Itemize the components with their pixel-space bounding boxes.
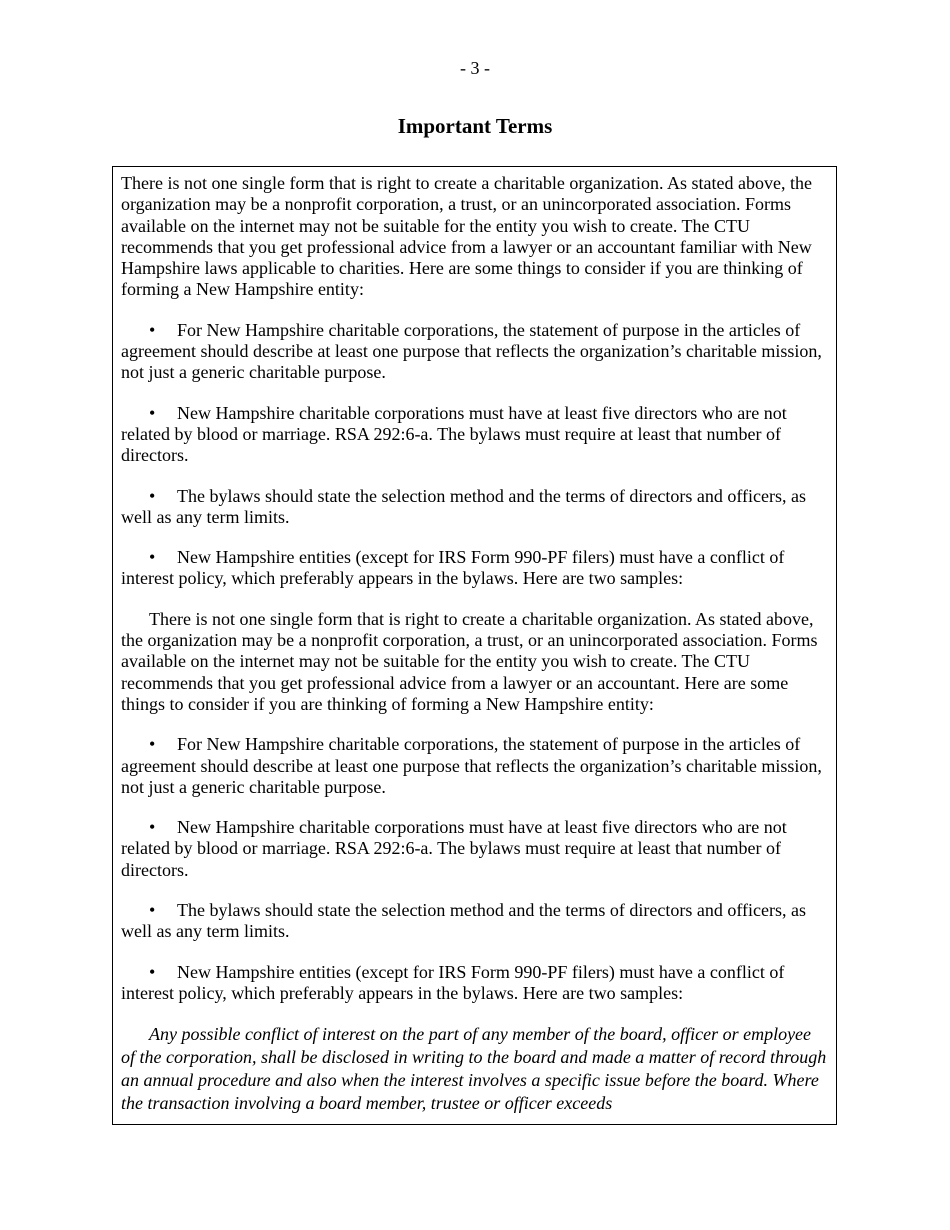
intro-paragraph-1: There is not one single form that is right to create a charitable organization. As stated above, the organization may be a nonprofit corporation, a trust, or an unincorporated association. Forms available on the internet may not be suitable for the entity you wish to create. The CTU recommends that you get professional advice from a lawyer or an accountant familiar with New Hampshire laws applicable to charities. Here are some things to consider if you are thinking of forming a New Hampshire entity:	[121, 173, 812, 300]
bullet-item	[121, 900, 828, 943]
bullet-item	[121, 486, 828, 529]
important-terms-box	[112, 166, 837, 1125]
bullet-mark: •	[149, 817, 156, 838]
bullet-text: New Hampshire charitable corporations must have at least five directors who are not related by blood or marriage. RSA 292:6-a. The bylaws must require at least that number of directors.	[121, 817, 787, 880]
bullet-item	[121, 547, 828, 590]
bullet-mark: •	[149, 485, 156, 506]
sample-policy-text: Any possible conflict of interest on the part of any member of the board, officer or employee of the corporation, shall be disclosed in writing to the board and made a matter of record through an annual procedure and also when the interest involves a specific issue before the board. Where the transaction involving a board member, trustee or officer exceeds	[121, 1024, 827, 1114]
bullet-mark: •	[149, 900, 156, 921]
bullet-mark: •	[149, 961, 156, 982]
bullet-text: New Hampshire entities (except for IRS Form 990-PF filers) must have a conflict of interest policy, which preferably appears in the bylaws. Here are two samples:	[121, 547, 785, 589]
bullet-item	[121, 817, 828, 881]
bullet-mark: •	[149, 319, 156, 340]
bullet-item	[121, 403, 828, 467]
bullet-item	[121, 962, 828, 1005]
bullet-item	[121, 734, 828, 798]
page-title: Important Terms	[397, 114, 553, 138]
bullet-mark: •	[149, 547, 156, 568]
bullet-text: New Hampshire entities (except for IRS Form 990-PF filers) must have a conflict of interest policy, which preferably appears in the bylaws. Here are two samples:	[121, 961, 785, 1003]
bullet-text: For New Hampshire charitable corporations, the statement of purpose in the articles of agreement should describe at least one purpose that reflects the organization’s charitable mission, not just a generic charitable purpose.	[121, 734, 822, 797]
bullet-mark: •	[149, 734, 156, 755]
bullet-text: New Hampshire charitable corporations must have at least five directors who are not related by blood or marriage. RSA 292:6-a. The bylaws must require at least that number of directors.	[121, 402, 787, 466]
box-content	[113, 167, 836, 1115]
bullet-item	[121, 320, 828, 384]
bullet-text: The bylaws should state the selection method and the terms of directors and officers, as well as any term limits.	[121, 485, 806, 527]
bullet-mark: •	[149, 402, 156, 423]
intro-paragraph-2: There is not one single form that is right to create a charitable organization. As stated above, the organization may be a nonprofit corporation, a trust, or an unincorporated association. Forms available on the internet may not be suitable for the entity you wish to create. The CTU recommends that you get professional advice from a lawyer or an accountant. Here are some things to consider if you are thinking of forming a New Hampshire entity:	[121, 608, 818, 714]
bullet-text: For New Hampshire charitable corporations, the statement of purpose in the articles of agreement should describe at least one purpose that reflects the organization’s charitable mission, not just a generic charitable purpose.	[121, 319, 822, 383]
page-number: - 3 -	[460, 58, 490, 78]
bullet-text: The bylaws should state the selection method and the terms of directors and officers, as well as any term limits.	[121, 900, 806, 942]
